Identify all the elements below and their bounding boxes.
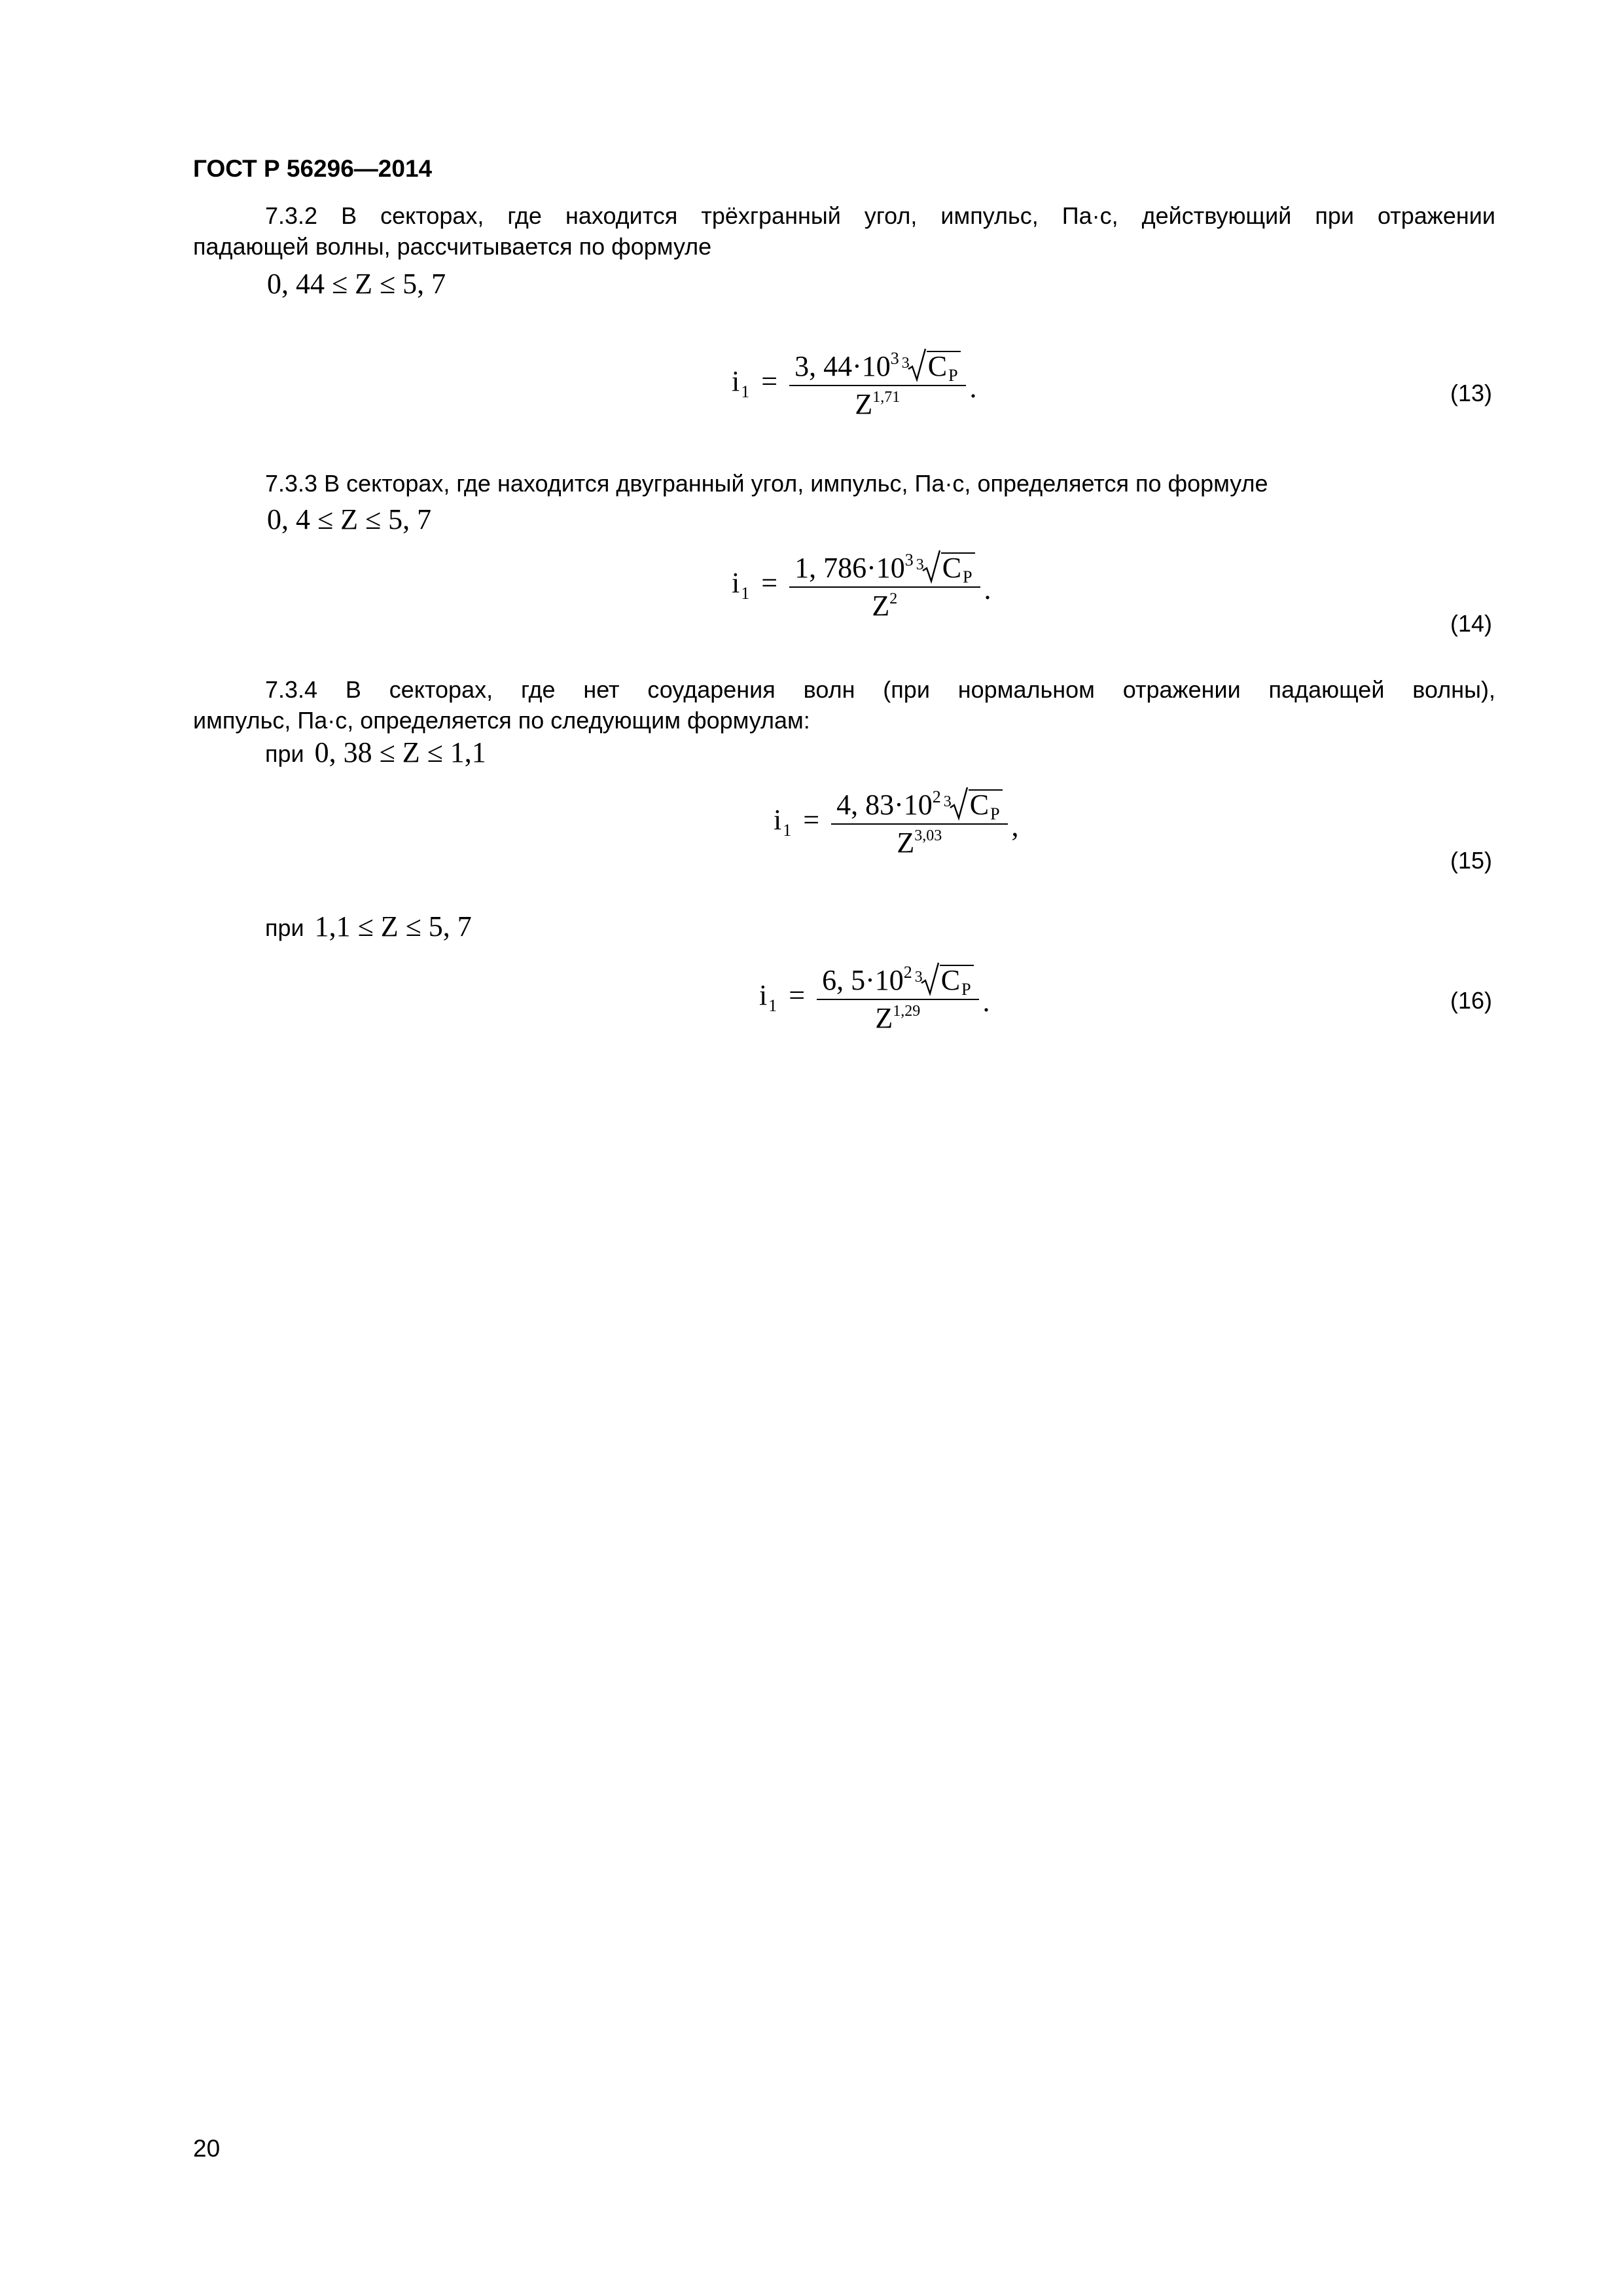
formula-lhs: i 1: [774, 804, 792, 840]
numerator: 3, 44·10 3 3 C P: [789, 342, 965, 385]
equation-number-15: (15): [1450, 847, 1492, 874]
cube-root: 3 C P: [902, 342, 961, 385]
condition-case-1: 0, 38 ≤ Z ≤ 1,1: [314, 736, 486, 768]
paragraph-7-3-4-line2: импульс, Па·с, определяется по следующим формулам:: [193, 707, 810, 734]
paragraph-7-3-4-line1: 7.3.4 В секторах, где нет соударения волн (при нормальном отражении падающей волны),: [265, 676, 1495, 703]
denominator: Z 1,71: [855, 388, 901, 420]
denominator: Z 2: [872, 590, 898, 622]
fraction: [817, 956, 978, 1035]
paragraph-7-3-2-line1: 7.3.2 В секторах, где находится трёхгранный угол, импульс, Па·с, действующий при отражении: [265, 202, 1495, 229]
radical-sign-icon: [907, 348, 927, 382]
equation-number-13: (13): [1450, 380, 1492, 406]
fraction: [831, 780, 1007, 859]
document-header: ГОСТ Р 56296—2014: [193, 155, 433, 182]
formula-lhs: i 1: [732, 567, 750, 603]
cube-root: 3 C P: [916, 543, 975, 586]
radical-sign-icon: [920, 962, 940, 996]
case-2-condition-line: при 1,1 ≤ Z ≤ 5, 7: [265, 910, 472, 942]
denominator: Z 3,03: [897, 827, 942, 859]
fraction: [789, 342, 965, 421]
condition-case-2: 1,1 ≤ Z ≤ 5, 7: [314, 910, 472, 942]
numerator: 4, 83·10 2 3 C P: [831, 780, 1007, 823]
cube-root: 3 C P: [915, 956, 974, 999]
formula-15: i 1 = 4, 83·10 2 3 C P Z 3,03 ,: [774, 780, 1019, 859]
formula-lhs: i 1: [759, 979, 777, 1015]
denominator: Z 1,29: [875, 1002, 921, 1034]
page-number: 20: [193, 2135, 221, 2162]
case-1-condition-line: при 0, 38 ≤ Z ≤ 1,1: [265, 736, 486, 768]
numerator: 1, 786·10 3 3 C P: [789, 543, 980, 586]
radical-sign-icon: [949, 787, 969, 821]
formula-16: i 1 = 6, 5·10 2 3 C P Z 1,29 .: [759, 956, 990, 1035]
fraction: [789, 543, 980, 622]
formula-14: i 1 = 1, 786·10 3 3 C P Z 2 .: [732, 543, 991, 622]
condition-7-3-3: 0, 4 ≤ Z ≤ 5, 7: [267, 503, 432, 535]
formula-lhs: i 1: [732, 365, 750, 401]
numerator: 6, 5·10 2 3 C P: [817, 956, 978, 999]
condition-7-3-2: 0, 44 ≤ Z ≤ 5, 7: [267, 268, 446, 300]
radical-sign-icon: [921, 550, 941, 584]
paragraph-7-3-3-line1: 7.3.3 В секторах, где находится двугранный угол, импульс, Па·с, определяется по формуле: [265, 470, 1268, 497]
equation-number-16: (16): [1450, 987, 1492, 1014]
cube-root: 3 C P: [944, 780, 1003, 823]
equation-number-14: (14): [1450, 610, 1492, 637]
paragraph-7-3-2-line2: падающей волны, рассчитывается по формуле: [193, 233, 712, 260]
formula-13: i 1 = 3, 44·10 3 3 C P Z 1,71 .: [732, 342, 977, 421]
